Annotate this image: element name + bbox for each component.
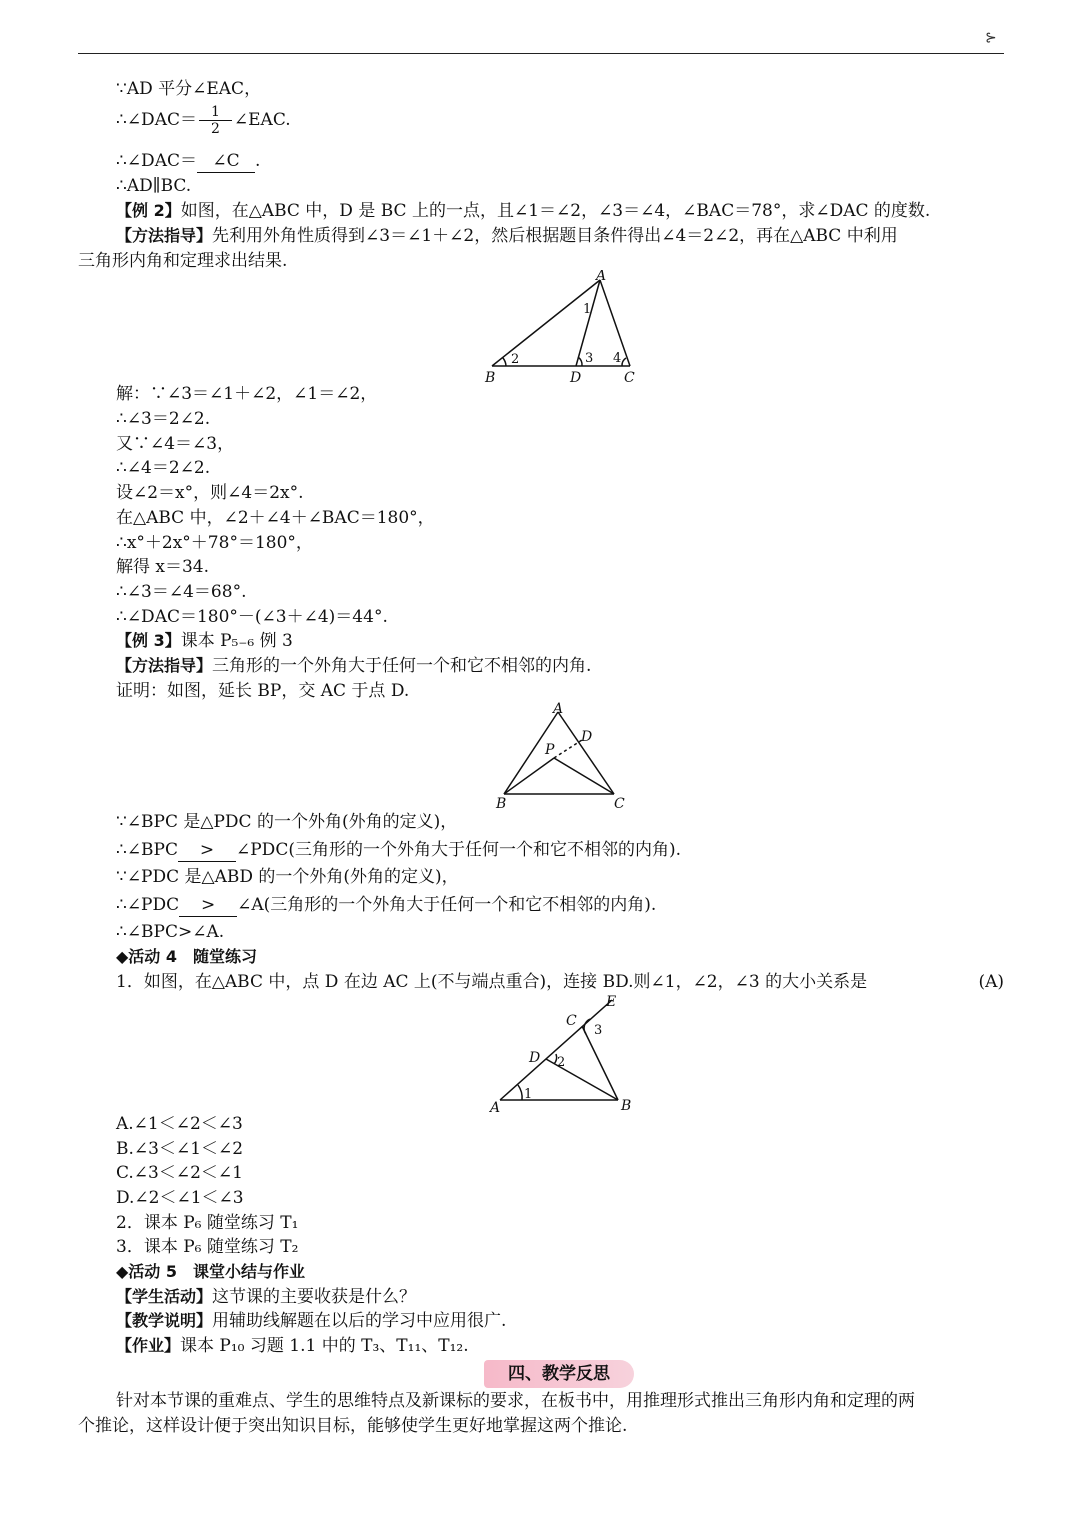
label-c: C [624, 370, 635, 386]
answer-blank: ∠C [197, 150, 255, 173]
text-span: ∠EAC. [233, 110, 291, 130]
figure-triangle-abc-2 [490, 700, 630, 812]
text-span: ∴∠DAC＝ [116, 110, 197, 130]
question-1: 1．如图，在△ABC 中，点 D 在边 AC 上(不与端点重合)，连接 BD.则∠1，∠2，∠3 的大小关系是 [116, 972, 868, 992]
text-span: 这节课的主要收获是什么？ [212, 1287, 417, 1307]
label-a: A [596, 270, 607, 284]
proof-line: ∵∠BPC 是△PDC 的一个外角(外角的定义)， [116, 812, 458, 832]
option-a: A.∠1＜∠2＜∠3 [116, 1114, 243, 1134]
text-span: . [254, 151, 261, 171]
solution-line: ∴∠DAC＝180°－(∠3＋∠4)＝44°. [116, 607, 388, 627]
label-d: D [581, 729, 593, 745]
fraction [199, 104, 232, 137]
label-c: C [614, 796, 625, 812]
section-4-banner: 四、教学反思 [484, 1360, 634, 1388]
angle-label-2: 2 [557, 1055, 566, 1070]
angle-label-1: 1 [583, 302, 592, 317]
solution-line: 又∵∠4＝∠3， [116, 434, 235, 454]
label-c: C [566, 1013, 577, 1029]
label-b: B [496, 796, 507, 812]
text-span: ∴∠BPC [116, 840, 178, 860]
activity-4-heading: ◆活动 4 随堂练习 [116, 947, 258, 966]
example-3 [116, 630, 293, 652]
solution-line: ∴∠3＝2∠2. [116, 409, 211, 429]
label-d: D [529, 1050, 541, 1066]
label-a: A [490, 1100, 501, 1116]
label-b: B [621, 1098, 632, 1114]
question-1-answer: (A) [978, 972, 1004, 992]
text-span: ∠A(三角形的一个外角大于任何一个和它不相邻的内角). [237, 895, 657, 915]
tag: 【作业】 [116, 1336, 181, 1355]
homework [116, 1335, 469, 1357]
text-line: ∵AD 平分∠EAC， [116, 79, 262, 99]
solution-line: 解得 x＝34. [116, 557, 210, 577]
tag: 【教学说明】 [116, 1311, 213, 1330]
fraction-numerator: 1 [199, 104, 232, 121]
question-3: 3．课本 P₆ 随堂练习 T₂ [116, 1237, 299, 1257]
guide-tag: 【方法指导】 [116, 226, 213, 245]
solution-line: 解：∵∠3＝∠1＋∠2，∠1＝∠2， [116, 384, 378, 404]
guide-text: 先利用外角性质得到∠3＝∠1＋∠2，然后根据题目条件得出∠4＝2∠2，再在△ABC 中利用 [212, 226, 898, 246]
option-b: B.∠3＜∠1＜∠2 [116, 1139, 244, 1159]
figure-triangle-abc-1 [478, 270, 648, 388]
teaching-note [116, 1310, 506, 1332]
header-rule [78, 53, 1004, 54]
label-b: B [485, 370, 496, 386]
label-e: E [606, 994, 617, 1010]
example-2 [116, 200, 930, 222]
student-activity [116, 1286, 416, 1308]
answer-blank: > [179, 894, 237, 917]
tag: 【学生活动】 [116, 1287, 213, 1306]
proof-intro: 证明：如图，延长 BP，交 AC 于点 D. [116, 681, 410, 701]
angle-label-4: 4 [613, 351, 622, 366]
fraction-denominator: 2 [210, 121, 220, 137]
answer-blank: > [178, 839, 236, 862]
text-span: 课本 P₁₀ 习题 1.1 中的 T₃、T₁₁、T₁₂. [180, 1336, 469, 1356]
fraction-line [116, 104, 291, 137]
question-2: 2．课本 P₆ 随堂练习 T₁ [116, 1213, 299, 1233]
example-text: 课本 P₅₋₆ 例 3 [180, 631, 293, 651]
text-span: ∴∠PDC [116, 895, 180, 915]
text-span: 用辅助线解题在以后的学习中应用很广. [212, 1311, 507, 1331]
proof-line [116, 839, 681, 862]
activity-5-heading: ◆活动 5 课堂小结与作业 [116, 1262, 306, 1281]
example-text: 如图，在△ABC 中，D 是 BC 上的一点，且∠1＝∠2，∠3＝∠4，∠BAC＝78°，求∠DAC 的度数. [180, 201, 931, 221]
example-tag: 【例 2】 [116, 201, 181, 220]
proof-line: ∴∠BPC>∠A. [116, 922, 225, 942]
solution-line: ∴x°＋2x°＋78°＝180°， [116, 533, 313, 553]
proof-line: ∵∠PDC 是△ABD 的一个外角(外角的定义)， [116, 867, 459, 887]
proof-line [116, 894, 656, 917]
text-span: ∴∠DAC＝ [116, 151, 197, 171]
angle-label-1: 1 [524, 1087, 533, 1102]
label-d: D [570, 370, 582, 386]
guide-tag: 【方法指导】 [116, 656, 213, 675]
angle-label-3: 3 [585, 351, 594, 366]
text-line: ∴AD∥BC. [116, 176, 192, 196]
method-guide-1 [116, 225, 898, 247]
text-line [116, 150, 260, 173]
angle-label-2: 2 [511, 352, 520, 367]
solution-line: 在△ABC 中，∠2＋∠4＋∠BAC＝180°， [116, 508, 435, 528]
label-p: P [545, 742, 555, 758]
method-guide-2 [116, 655, 591, 677]
text-line: 三角形内角和定理求出结果. [78, 251, 288, 271]
header-mark: ⊱ [985, 30, 997, 46]
guide-text: 三角形的一个外角大于任何一个和它不相邻的内角. [212, 656, 592, 676]
reflection-line: 针对本节课的重难点、学生的思维特点及新课标的要求，在板书中，用推理形式推出三角形内角和定理的两 [116, 1391, 915, 1411]
solution-line: 设∠2＝x°，则∠4＝2x°. [116, 483, 304, 503]
option-d: D.∠2＜∠1＜∠3 [116, 1188, 244, 1208]
reflection-line: 个推论，这样设计便于突出知识目标，能够使学生更好地掌握这两个推论. [78, 1416, 628, 1436]
angle-label-3: 3 [594, 1023, 603, 1038]
text-span: ∠PDC(三角形的一个外角大于任何一个和它不相邻的内角). [236, 840, 681, 860]
figure-triangle-abc-3 [486, 992, 636, 1116]
option-c: C.∠3＜∠2＜∠1 [116, 1163, 243, 1183]
label-a: A [553, 701, 564, 717]
solution-line: ∴∠4＝2∠2. [116, 458, 211, 478]
solution-line: ∴∠3＝∠4＝68°. [116, 582, 247, 602]
example-tag: 【例 3】 [116, 631, 181, 650]
